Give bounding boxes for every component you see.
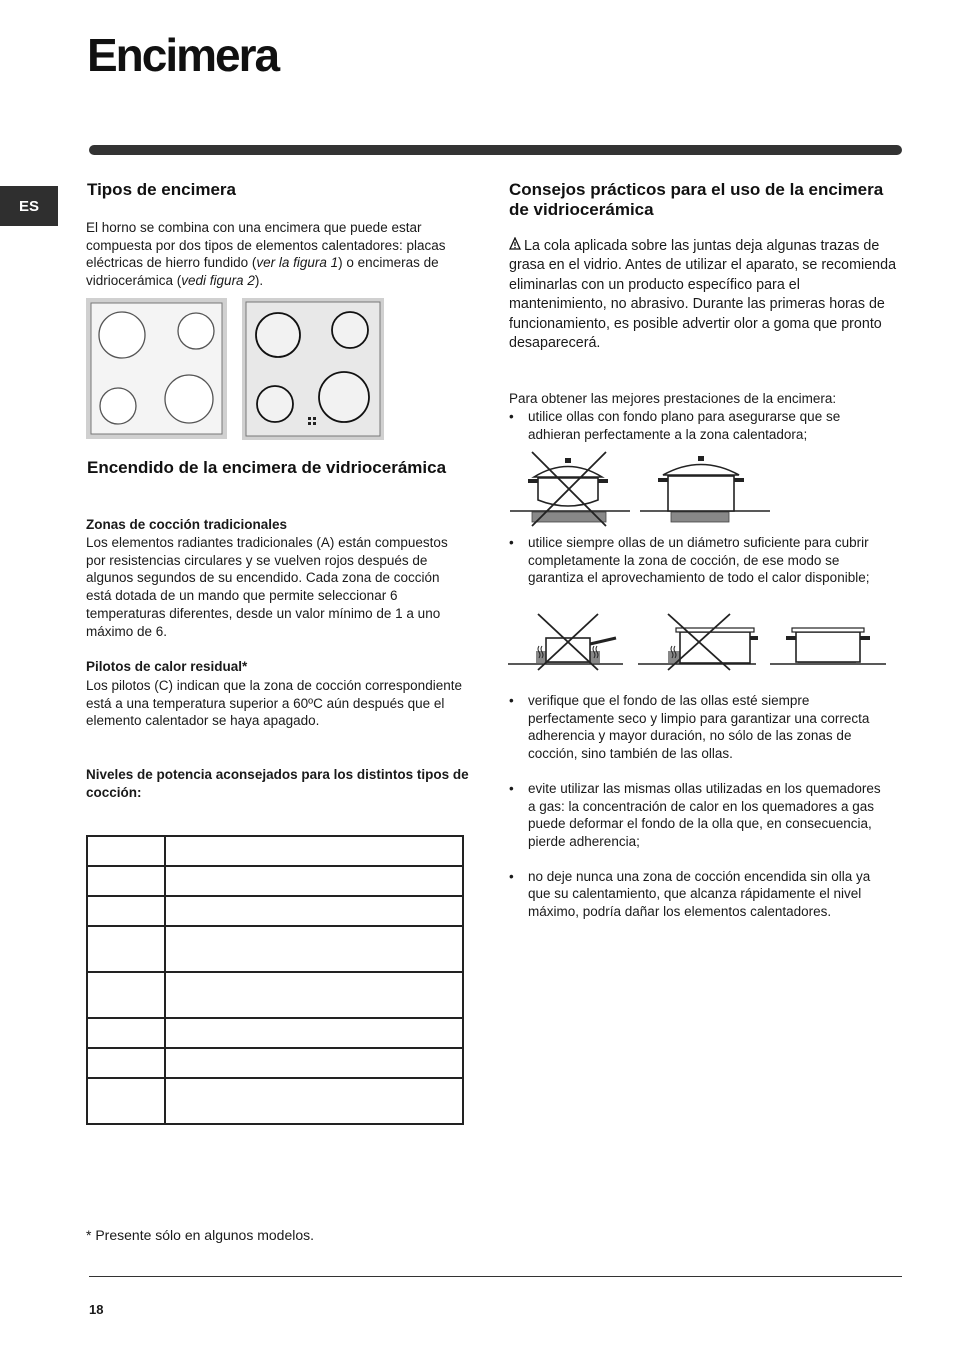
consejos-heading: Consejos prácticos para el uso de la encimera de vidriocerámica [509,180,884,219]
table-cell [87,926,165,972]
warning-triangle-icon [509,237,521,251]
table-row [87,1048,463,1078]
table-cell [165,1078,463,1124]
figure-1-cast-iron-hob [86,298,227,439]
tipos-paragraph [86,219,466,290]
page-title: Encimera [87,29,279,81]
table-cell [165,1018,463,1048]
flat-pot-illustration [508,448,772,528]
footer-rule [89,1276,902,1277]
table-row [87,866,463,896]
warning-paragraph [509,237,899,353]
table-row [87,1078,463,1124]
tipos-text-3: ). [254,273,264,289]
zonas-subheading: Zonas de cocción tradicionales [86,517,288,532]
tip-gas-pots: • evite utilizar las mismas ollas utilizadas en los quemadores a gas: la concentración de calor en los quemadores a gas puede deformar el fondo de la olla que, en consecuencia, pierde adherencia; [509,780,891,851]
footnote: * Presente sólo en algunos modelos. [86,1227,315,1243]
figure-2-ref: vedi figura 2 [181,273,255,289]
table-cell [165,972,463,1018]
niveles-heading: Niveles de potencia aconsejados para los distintos tipos de cocción: [86,767,469,800]
tip-flat-bottom: • utilice ollas con fondo plano para asegurarse que se adhieran perfectamente a la zona calentadora; [509,408,889,443]
table-cell [165,1048,463,1078]
table-row [87,896,463,926]
pot-diameter-illustration [508,608,888,672]
zonas-paragraph: Los elementos radiantes tradicionales (A) están compuestos por resistencias circulares y se vuelven rojos después de algunos segundos de su encendido. Cada zona de cocción está dotada de un mando que permite seleccionar 6 temperaturas diferentes, desde un valor mínimo de 1 a uno máximo de 6. [86,535,448,639]
table-cell [87,1078,165,1124]
table-cell [165,896,463,926]
table-cell [87,1018,165,1048]
table-cell [165,866,463,896]
table-cell [87,972,165,1018]
table-cell [87,866,165,896]
table-row [87,926,463,972]
tip-dry-clean: • verifique que el fondo de las ollas esté siempre perfectamente seco y limpio para garantizar una correcta adherencia y mayor duración, no sólo de las zonas de cocción, sino también de las ollas. [509,692,891,763]
table-row [87,1018,463,1048]
page-number: 18 [89,1302,104,1317]
pilotos-paragraph: Los pilotos (C) indican que la zona de cocción correspondiente está a una temperatura superior a 60ºC aún después que el elemento calentador se haya apagado. [86,678,462,729]
warning-text: La cola aplicada sobre las juntas deja algunas trazas de grasa en el vidrio. Antes de utilizar el aparato, se recomienda eliminarlas con un producto específico para el mantenimiento, no abrasivo. Durante las primeras horas de funcionamiento, es posible advertir olor a goma que pronto desaparecerá. [509,238,897,352]
header-rule [89,145,902,155]
figure-1-ref: ver la figura 1 [256,255,339,271]
table-cell [165,926,463,972]
table-cell [87,896,165,926]
tipos-heading: Tipos de encimera [87,180,236,199]
tipos-text-2: ) o encimeras de vidriocerámica ( [86,255,439,289]
tips-list-2 [509,534,889,587]
language-tab: ES [0,186,58,226]
tip-never-empty: • no deje nunca una zona de cocción encendida sin olla ya que su calentamiento, que alcanza rápidamente el nivel máximo, podría dañar los elementos calentadores. [509,868,891,921]
table-row [87,972,463,1018]
table-cell [165,836,463,866]
tips-list-3 [509,692,891,921]
power-levels-table [86,835,464,1125]
table-cell [87,1048,165,1078]
table-cell [87,836,165,866]
figure-2-ceramic-hob [242,298,384,440]
tipos-text-1: El horno se combina con una encimera que puede estar compuesta por dos tipos de elementos calentadores: placas eléctricas de hierro fundido ( [86,220,446,271]
encendido-heading: Encendido de la encimera de vidriocerámica [87,458,447,477]
pilotos-subheading: Pilotos de calor residual* [86,659,248,674]
table-row [87,836,463,866]
tips-list-1 [509,408,889,443]
tip-diameter: • utilice siempre ollas de un diámetro suficiente para cubrir completamente la zona de cocción, de ese modo se garantiza el aprovechamiento de todo el calor disponible; [509,534,889,587]
tips-intro: Para obtener las mejores prestaciones de la encimera: [509,391,837,406]
